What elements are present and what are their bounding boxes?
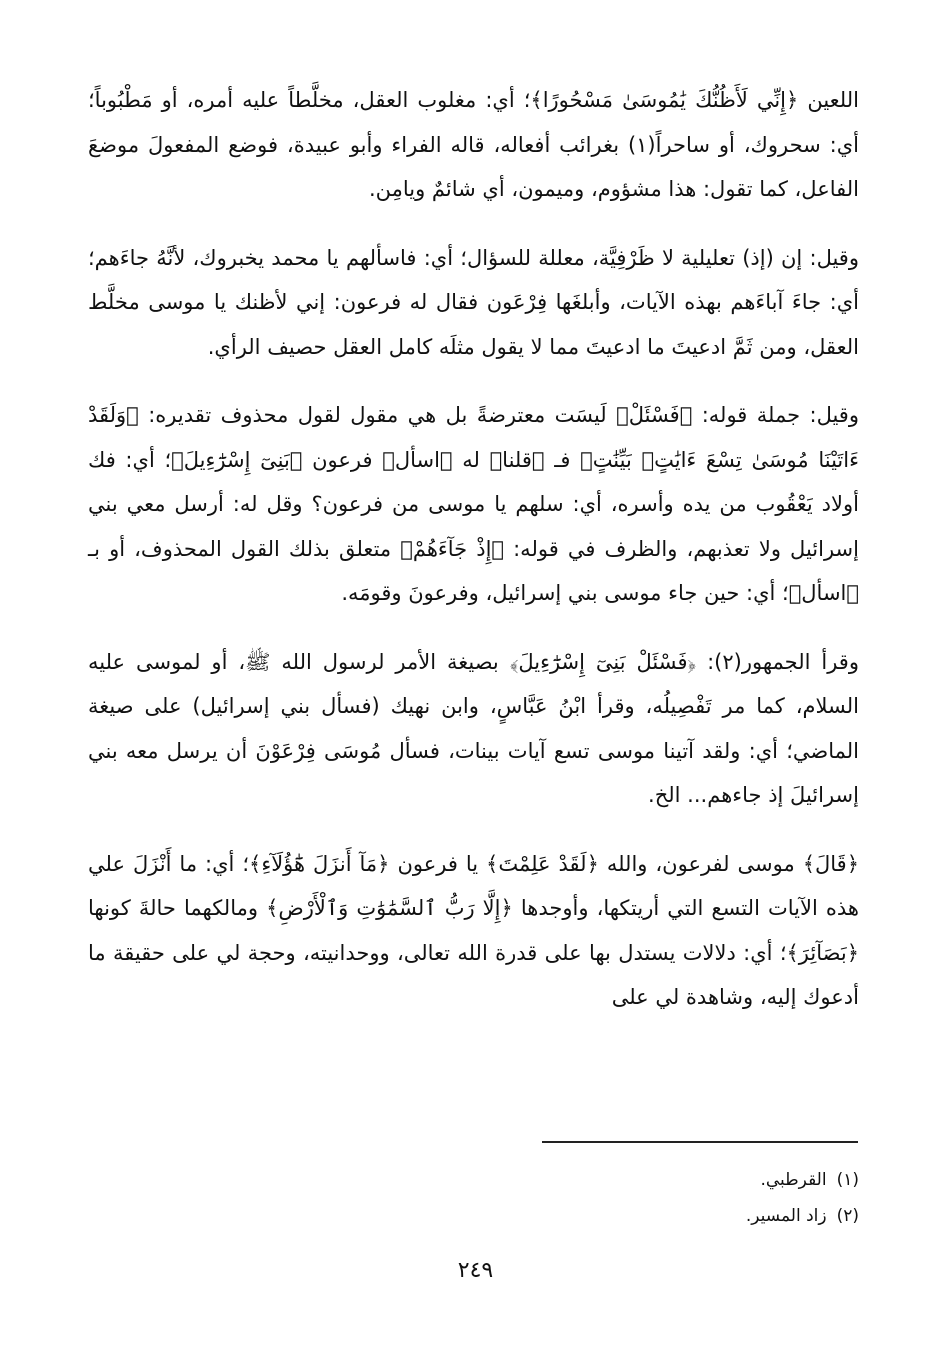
paragraph-5: ﴿قَالَ﴾ موسى لفرعون، والله ﴿لَقَدْ عَلِمْتَ﴾ يا فرعون ﴿مَآ أَنزَلَ هَٰٓؤُلَآءِ﴾؛ أي: ما أَنْزَلَ علي هذه الآيات التسع التي أريتكها، وأوجدها ﴿إِلَّا رَبُّ ٱلسَّمَٰوَٰتِ وَٱلْأَرْضِ﴾ ومالكهما حالةَ كونها ﴿بَصَآئِرَ﴾؛ أي: دلالات يستدل بها على قدرة الله تعالى، ووحدانيته، وحجة لي على حقيقة ما أدعوك إليه، وشاهدة لي على	[88, 851, 859, 1009]
paragraph-2: وقيل: إن (إذ) تعليلية لا ظَرْفِيَّة، معللة للسؤال؛ أي: فاسألهم يا محمد يخبروك، لأنَّهُ جاءَهم؛ أي: جاءَ آباءَهم بهذه الآيات، وأبلغَها فِرْعَون فقال له فرعون: إني لأظنك يا موسى مخلَّط العقل، ومن ثَمَّ ادعيتَ ما ادعيتَ مما لا يقول مثلَه كامل العقل حصيف الرأي.	[88, 245, 859, 359]
footnotes	[746, 1162, 859, 1234]
footnote-number: (٢)	[836, 1206, 859, 1226]
main-text	[88, 78, 859, 1044]
footnote-text: القرطبي.	[760, 1170, 827, 1190]
footnote-1	[746, 1162, 859, 1198]
footnote-number: (١)	[836, 1170, 859, 1190]
paragraph-4: وقرأ الجمهور(٢): ﴿فَسْئَلْ بَنِىٓ إِسْرَٰٓءِيلَ﴾ بصيغة الأمر لرسول الله ﷺ، أو لموسى عليه السلام، كما مر تَفْصِيلُه، وقرأ ابْنُ عَبَّاسٍ، وابن نهيك (فسأل بني إسرائيل) على صيغة الماضي؛ أي: ولقد آتينا موسى تسع آيات بينات، فسأل مُوسَى فِرْعَوْنَ أن يرسل معه بني إسرائيلَ إذ جاءهم... الخ.	[88, 649, 859, 807]
footnote-text: زاد المسير.	[745, 1206, 827, 1226]
footnote-2	[746, 1198, 859, 1234]
paragraph-1: اللعين ﴿إِنِّي لَأَظُنُّكَ يَٰمُوسَىٰ مَسْحُورًا﴾؛ أي: مغلوب العقل، مخلَّطاً عليه أمره، أو مَطْبُوباً؛ أي: سحروك، أو ساحراً(١) بغرائب أفعاله، قاله الفراء وأبو عبيدة، فوضع المفعولَ موضعَ الفاعل، كما تقول: هذا مشؤوم، وميمون، أي شائمٌ ويامِن.	[88, 88, 859, 201]
paragraph-3: وقيل: جملة قوله: ﴿فَسْئَلْ﴾ لَيسَت معترضةً بل هي مقول لقول محذوف تقديره: ﴿وَلَقَدْ ءَاتَيْنَا مُوسَىٰ تِسْعَ ءَايَٰتٍۭ بَيِّنَٰتٍ﴾ فـ ﴿قلنا﴾ له ﴿اسأل﴾ فرعون ﴿بَنِىٓ إِسْرَٰٓءِيلَ﴾؛ أي: فك أولاد يَعْقُوب من يده وأسره، أي: سلهم يا موسى من فرعون؟ وقل له: أرسل معي بني إسرائيل ولا تعذبهم، والظرف في قوله: ﴿إِذْ جَآءَهُمْ﴾ متعلق بذلك القول المحذوف، أو بـ ﴿اسأل﴾؛ أي: حين جاء موسى بني إسرائيل، وفرعونَ وقومَه.	[88, 403, 859, 605]
page-number: ٢٤٩	[457, 1258, 494, 1283]
footnote-divider	[542, 1141, 858, 1143]
